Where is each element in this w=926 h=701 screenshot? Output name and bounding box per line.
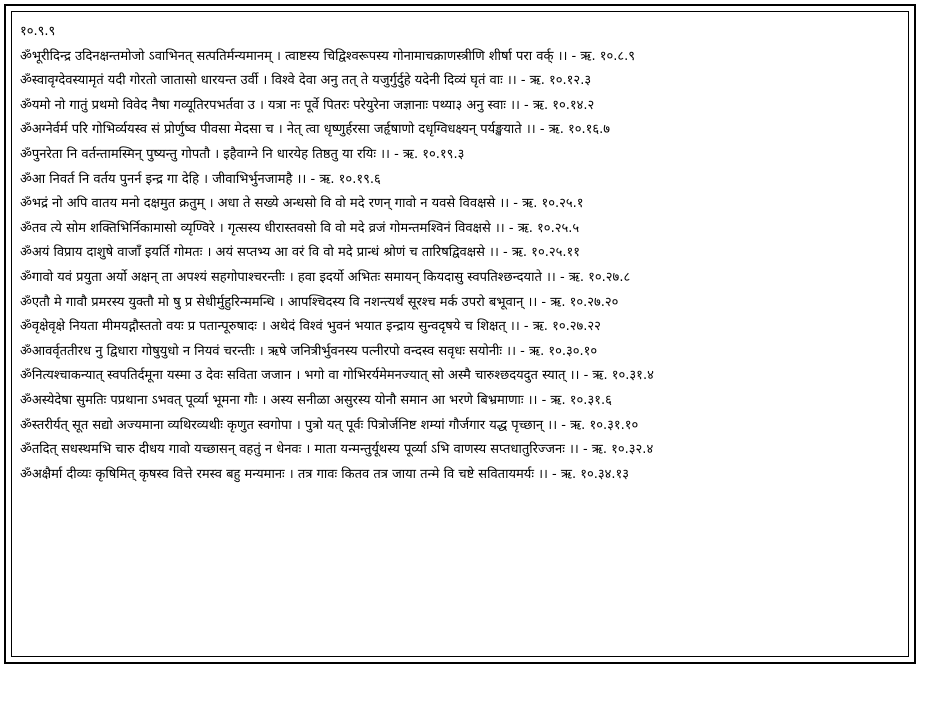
verse-line: ॐपुनरेता नि वर्तन्तामस्मिन् पुष्यन्तु गोपतौ । इहैवाग्ने नि धारयेह तिष्ठतु या रयिः ।। - ऋ. १०.१९.३ [20, 146, 465, 162]
verse-line: ॐआवर्वृततीरध नु द्विधारा गोषुयुधो न नियवं चरन्तीः । ऋषे जनित्रीर्भुवनस्य पत्नीरपो वन्दस्व सवृधः सयोनीः ।। - ऋ. १०.३०.१० [20, 343, 598, 359]
verse-line: ॐवृक्षेवृक्षे नियता मीमयद्गौस्ततो वयः प्र पतान्पूरुषादः । अथेदं विश्वं भुवनं भयात इन्द्राय सुन्वदृषये च शिक्षत् ।। - ऋ. १०.२७.२२ [20, 319, 601, 335]
verse-line: ॐतदित् सधस्थमभि चारु दीधय गावो यच्छासन् वहतुं न धेनवः । माता यन्मन्तुर्यूथस्य पूर्व्या ऽभि वाणस्य सप्तधातुरिज्जनः ।। - ऋ. १०.३२.४ [20, 442, 654, 458]
verse-line: ॐआ निवर्त नि वर्तय पुनर्न इन्द्र गा देहि । जीवाभिर्भुनजामहै ।। - ऋ. १०.१९.६ [20, 171, 381, 187]
document-heading: १०.९.९ [20, 24, 56, 39]
verse-line: ॐतव त्ये सोम शक्तिभिर्निकामासो व्यृण्विरे । गृत्सस्य धीरास्तवसो वि वो मदे व्रजं गोमन्तमश्विनं विवक्षसे ।। - ऋ. १०.२५.५ [20, 220, 580, 236]
verse-line: ॐगावो यवं प्रयुता अर्यो अक्षन् ता अपश्यं सहगोपाश्चरन्तीः । हवा इदर्यो अभितः समायन् कियदासु स्वपतिश्छन्दयाते ।। - ऋ. १०.२७.८ [20, 269, 631, 285]
verse-line: ॐएतौ मे गावौ प्रमरस्य युक्तौ मो षु प्र सेधीर्मुहुरिन्ममन्धि । आपश्चिदस्य वि नशन्त्यर्थं सूरश्च मर्क उपरो बभूवान् ।। - ऋ. १०.२७.२० [20, 294, 619, 310]
verse-line: ॐअस्येदेषा सुमतिः पप्रथाना ऽभवत् पूर्व्या भूमना गौः । अस्य सनीळा असुरस्य योनौ समान आ भरणे बिभ्रमाणाः ।। - ऋ. १०.३१.६ [20, 392, 612, 408]
verse-line: ॐयमो नो गातुं प्रथमो विवेद नैषा गव्यूतिरपभर्तवा उ । यत्रा नः पूर्वे पितरः परेयुरेना जज्ञानाः पथ्या३ अनु स्वाः ।। - ऋ. १०.१४.२ [20, 97, 595, 113]
verse-text-block [20, 20, 902, 652]
verse-line: ॐअयं विप्राय दाशुषे वाजाँ इयर्ति गोमतः । अयं सप्तभ्य आ वरं वि वो मदे प्रान्धं श्रोणं च तारिषद्विवक्षसे ।। - ऋ. १०.२५.११ [20, 245, 581, 261]
verse-line: ॐअग्नेर्वर्म परि गोभिर्व्ययस्व सं प्रोर्णुष्व पीवसा मेदसा च । नेत् त्वा धृष्णुर्हरसा जर्हृषाणो दधृग्विधक्ष्यन् पर्यङ्खयाते ।। - ऋ. १०.१६.७ [20, 122, 611, 138]
verse-line: ॐभद्रं नो अपि वातय मनो दक्षमुत क्रतुम् । अधा ते सख्ये अन्धसो वि वो मदे रणन् गावो न यवसे विवक्षसे ।। - ऋ. १०.२५.१ [20, 196, 584, 212]
verse-line: ॐस्वावृग्देवस्यामृतं यदी गोरतो जातासो धारयन्त उर्वी । विश्वे देवा अनु तत् ते यजुर्गुर्दुहे यदेनी दिव्यं घृतं वाः ।। - ऋ. १०.१२.३ [20, 73, 592, 89]
outer-border-frame [4, 4, 916, 664]
verse-line: ॐअक्षैर्मा दीव्यः कृषिमित् कृषस्व वित्ते रमस्व बहु मन्यमानः । तत्र गावः कितव तत्र जाया तन्मे वि चष्टे सवितायमर्यः ।। - ऋ. १०.३४.१३ [20, 466, 630, 482]
verse-line: ॐनित्यश्चाकन्यात् स्वपतिर्दमूना यस्मा उ देवः सविता जजान । भगो वा गोभिरर्यमेमनज्यात् सो अस्मै चारुश्छदयदुत स्यात् ।। - ऋ. १०.३१.४ [20, 368, 654, 384]
verse-line: ॐभूरीदिन्द्र उदिनक्षन्तमोजो ऽवाभिनत् सत्पतिर्मन्यमानम् । त्वाष्टस्य चिद्विश्वरूपस्य गोनामाचक्राणस्त्रीणि शीर्षा परा वर्क् ।। - ऋ. १०.८.९ [20, 48, 636, 64]
inner-border-frame [11, 11, 909, 657]
verse-line: ॐस्तरीर्यत् सूत सद्यो अज्यमाना व्यथिरव्यथीः कृणुत स्वगोपा । पुत्रो यत् पूर्वः पित्रोर्जनिष्ट शम्यां गौर्जगार यद्ध पृच्छान् ।। - ऋ. १०.३१.१० [20, 417, 639, 433]
